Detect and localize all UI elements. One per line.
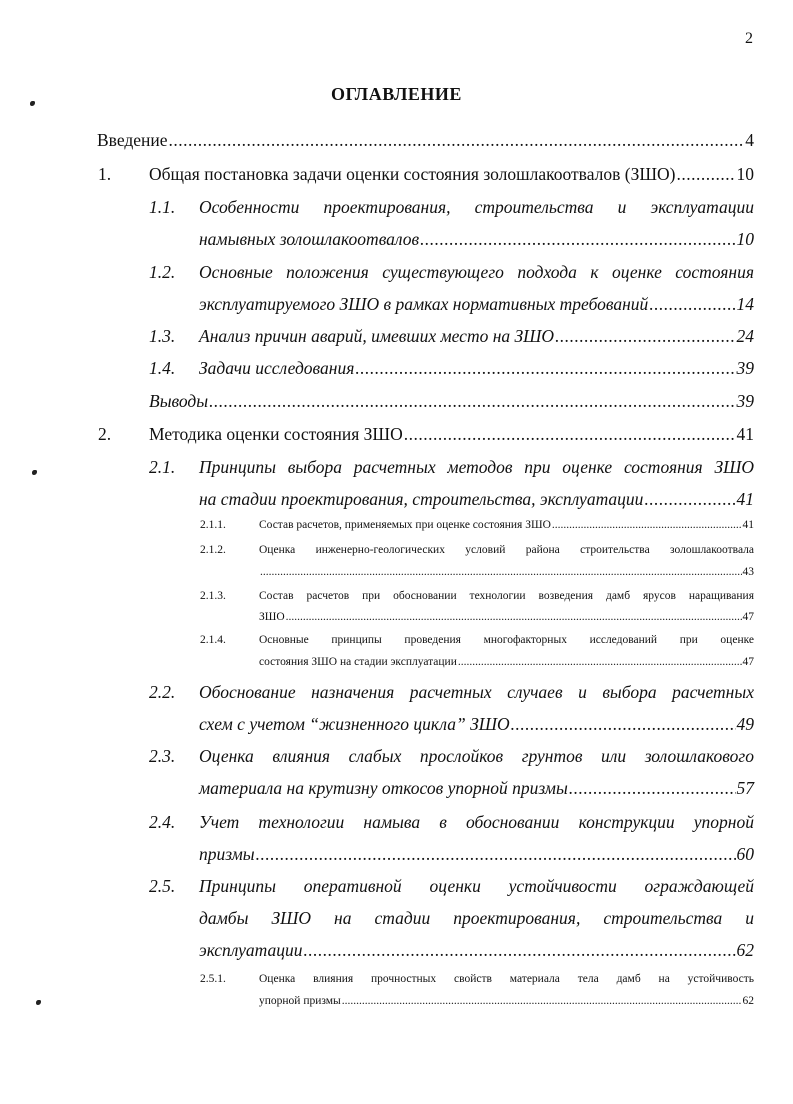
toc-entry-2-1[interactable]: на стадии проектирования, строительства, эксплуатации ..... 41 — [199, 489, 754, 510]
toc-number: 2.4. — [149, 812, 176, 832]
toc-entry-1-1-line1[interactable]: Особенности проектирования, строительства и эксплуатации — [199, 197, 754, 217]
toc-entry-2-5[interactable]: эксплуатации ..... 62 — [199, 940, 754, 961]
scan-speck — [30, 101, 35, 106]
toc-entry-2-1-4-line1[interactable]: Основные принципы проведения многофакторных исследований при оценке — [259, 634, 754, 646]
toc-entry-conclusions[interactable]: Выводы ..... 39 — [149, 391, 754, 412]
toc-number: 1. — [98, 164, 112, 184]
toc-entry-2-1-2-line1[interactable]: Оценка инженерно-геологических условий района строительства золошлакоотвала — [259, 544, 754, 556]
toc-entry-2-5-1[interactable]: упорной призмы ..... 62 — [259, 995, 754, 1007]
toc-number: 2.5.1. — [200, 973, 226, 985]
toc-entry-2-1-2[interactable]: ..... 43 — [259, 566, 754, 578]
toc-number: 1.4. — [149, 358, 176, 378]
scan-speck — [36, 1000, 41, 1005]
toc-number: 2.1.3. — [200, 590, 226, 602]
toc-entry-2-3-line1[interactable]: Оценка влияния слабых прослойков грунтов или золошлакового — [199, 746, 754, 766]
toc-number: 2.3. — [149, 746, 176, 766]
toc-number: 1.3. — [149, 326, 176, 346]
toc-entry-1-1[interactable]: намывных золошлакоотвалов ..... 10 — [199, 229, 754, 250]
toc-entry-2-4-line1[interactable]: Учет технологии намыва в обосновании конструкции упорной — [199, 812, 754, 832]
toc-entry-intro[interactable]: Введение ..... 4 — [97, 130, 754, 151]
toc-number: 2.2. — [149, 682, 176, 702]
toc-entry-1-4[interactable]: Задачи исследования ..... 39 — [199, 358, 754, 379]
toc-entry-2-1-1[interactable]: Состав расчетов, применяемых при оценке состояния ЗШО ..... 41 — [259, 519, 754, 531]
toc-number: 2.1.2. — [200, 544, 226, 556]
toc-entry-1-2-line1[interactable]: Основные положения существующего подхода к оценке состояния — [199, 262, 754, 282]
toc-entry-2-1-3-line1[interactable]: Состав расчетов при обосновании технологии возведения дамб ярусов наращивания — [259, 590, 754, 602]
scan-speck — [32, 470, 37, 475]
toc-entry-2-5-1-line1[interactable]: Оценка влияния прочностных свойств материала тела дамб на устойчивость — [259, 973, 754, 985]
toc-entry-2-2-line1[interactable]: Обоснование назначения расчетных случаев и выбора расчетных — [199, 682, 754, 702]
toc-entry-2-3[interactable]: материала на крутизну откосов упорной призмы ..... 57 — [199, 778, 754, 799]
toc-entry-1-3[interactable]: Анализ причин аварий, имевших место на ЗШО ..... 24 — [199, 326, 754, 347]
toc-number: 1.1. — [149, 197, 176, 217]
toc-number: 2. — [98, 424, 112, 444]
toc-entry-2-5-line2[interactable]: дамбы ЗШО на стадии проектирования, строительства и — [199, 908, 754, 928]
toc-entry-chapter-2[interactable]: Методика оценки состояния ЗШО ..... 41 — [149, 424, 754, 445]
toc-number: 1.2. — [149, 262, 176, 282]
toc-entry-chapter-1[interactable]: Общая постановка задачи оценки состояния золошлакоотвалов (ЗШО) ..... 10 — [149, 164, 754, 185]
toc-number: 2.5. — [149, 876, 176, 896]
toc-entry-2-1-line1[interactable]: Принципы выбора расчетных методов при оценке состояния ЗШО — [199, 457, 754, 477]
toc-entry-2-5-line1[interactable]: Принципы оперативной оценки устойчивости ограждающей — [199, 876, 754, 896]
toc-number: 2.1.4. — [200, 634, 226, 646]
toc-entry-1-2[interactable]: эксплуатируемого ЗШО в рамках нормативных требований ..... 14 — [199, 294, 754, 315]
toc-entry-2-2[interactable]: схем с учетом “жизненного цикла” ЗШО ..... 49 — [199, 714, 754, 735]
toc-entry-2-4[interactable]: призмы ..... 60 — [199, 844, 754, 865]
toc-entry-2-1-4[interactable]: состояния ЗШО на стадии эксплуатации ..... 47 — [259, 656, 754, 668]
toc-number: 2.1. — [149, 457, 176, 477]
page-title: ОГЛАВЛЕНИЕ — [331, 84, 462, 104]
page-number: 2 — [745, 30, 753, 47]
toc-number: 2.1.1. — [200, 519, 226, 531]
toc-entry-2-1-3[interactable]: ЗШО ..... 47 — [259, 611, 754, 623]
